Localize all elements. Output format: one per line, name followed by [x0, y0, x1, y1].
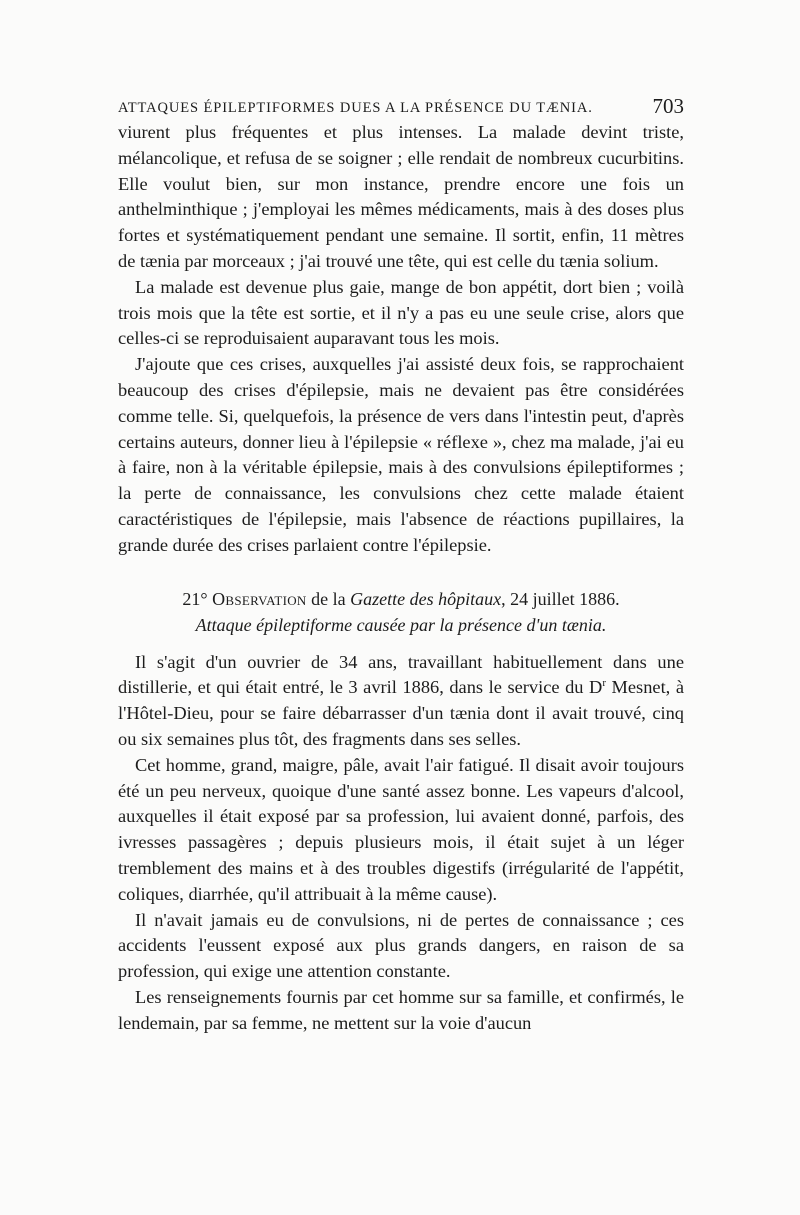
observation-source: Gazette des hôpitaux — [350, 588, 502, 609]
observation-date: , 24 juillet 1886. — [501, 588, 620, 609]
doctor-abbrev-sup: r — [602, 677, 606, 690]
paragraph-no-convulsions: Il n'avait jamais eu de convulsions, ni de pertes de connaissance ; ces accidents l'eussent exposé aux plus grands dangers, en raison de sa profession, qui exige une attention constante. — [118, 909, 684, 982]
paragraph-family-info: Les renseignements fournis par cet homme sur sa famille, et confirmés, le lendemain, par sa femme, ne mettent sur la voie d'aucun — [118, 986, 684, 1033]
case-intro-text-a: Il s'agit d'un ouvrier de 34 ans, travaillant habituellement dans une distillerie, et qui était entré, le 3 avril 1886, dans le service du D — [118, 651, 684, 698]
paragraph-discussion: J'ajoute que ces crises, auxquelles j'ai assisté deux fois, se rapprochaient beaucoup des crises d'épilepsie, mais ne devaient pas être considérées comme telle. Si, quelquefois, la présence de vers dans l'intestin peut, d'après certains auteurs, donner lieu à l'épilepsie « réflexe », chez ma malade, j'ai eu à faire, non à la véritable épilepsie, mais à des convulsions épileptiformes ; la perte de connaissance, les convulsions chez cette malade étaient caractéristiques de l'épilepsie, mais l'absence de réactions pupillaires, la grande durée des crises parlaient contre l'épilepsie. — [118, 354, 684, 555]
observation-source-prefix: de la — [306, 588, 351, 609]
paragraph-continuation: viurent plus fréquentes et plus intenses. La malade devint triste, mélancolique, et refusa de se soigner ; elle rendait de nombreux cucurbitins. Elle voulut bien, sur mon instance, prendre encore une fois un anthelminthique ; j'employai les mêmes médicaments, mais à des doses plus fortes et systématiquement pendant une semaine. Il sortit, enfin, 11 mètres de tænia par morceaux ; j'ai trouvé une tête, qui est celle du tænia solium. — [118, 122, 684, 271]
running-header — [118, 92, 684, 120]
paragraph-patient-description: Cet homme, grand, maigre, pâle, avait l'air fatigué. Il disait avoir toujours été un peu nerveux, quoique d'une santé assez bonne. Les vapeurs d'alcool, auxquelles il était exposé par sa profession, lui avaient donné, parfois, des ivresses passagères ; depuis plusieurs mois, il était sujet à un léger tremblement des mains et à des troubles digestifs (irrégularité de l'appétit, coliques, diarrhée, qu'il attribuait à la même cause). — [118, 754, 684, 904]
paragraph-case-intro — [118, 650, 684, 753]
observation-subtitle: Attaque épileptiforme causée par la présence d'un tænia. — [195, 614, 607, 635]
observation-heading — [118, 586, 684, 612]
case-intro-text-b: Mesnet, à l'Hôtel-Dieu, pour se faire débarrasser d'un tænia dont il avait trouvé, cinq ou six semaines plus tôt, des fragments dans ses selles. — [118, 677, 684, 749]
page-number: 703 — [652, 94, 684, 118]
running-title: ATTAQUES ÉPILEPTIFORMES DUES A LA PRÉSENCE DU TÆNIA. — [118, 100, 593, 116]
paragraph-recovery: La malade est devenue plus gaie, mange de bon appétit, dort bien ; voilà trois mois que la tête est sortie, et il n'y a pas eu une seule crise, alors que celles-ci se reproduisaient auparavant tous les mois. — [118, 276, 684, 349]
observation-number: 21° — [182, 588, 208, 609]
observation-label: Observation — [212, 588, 307, 609]
book-page — [118, 92, 684, 1037]
